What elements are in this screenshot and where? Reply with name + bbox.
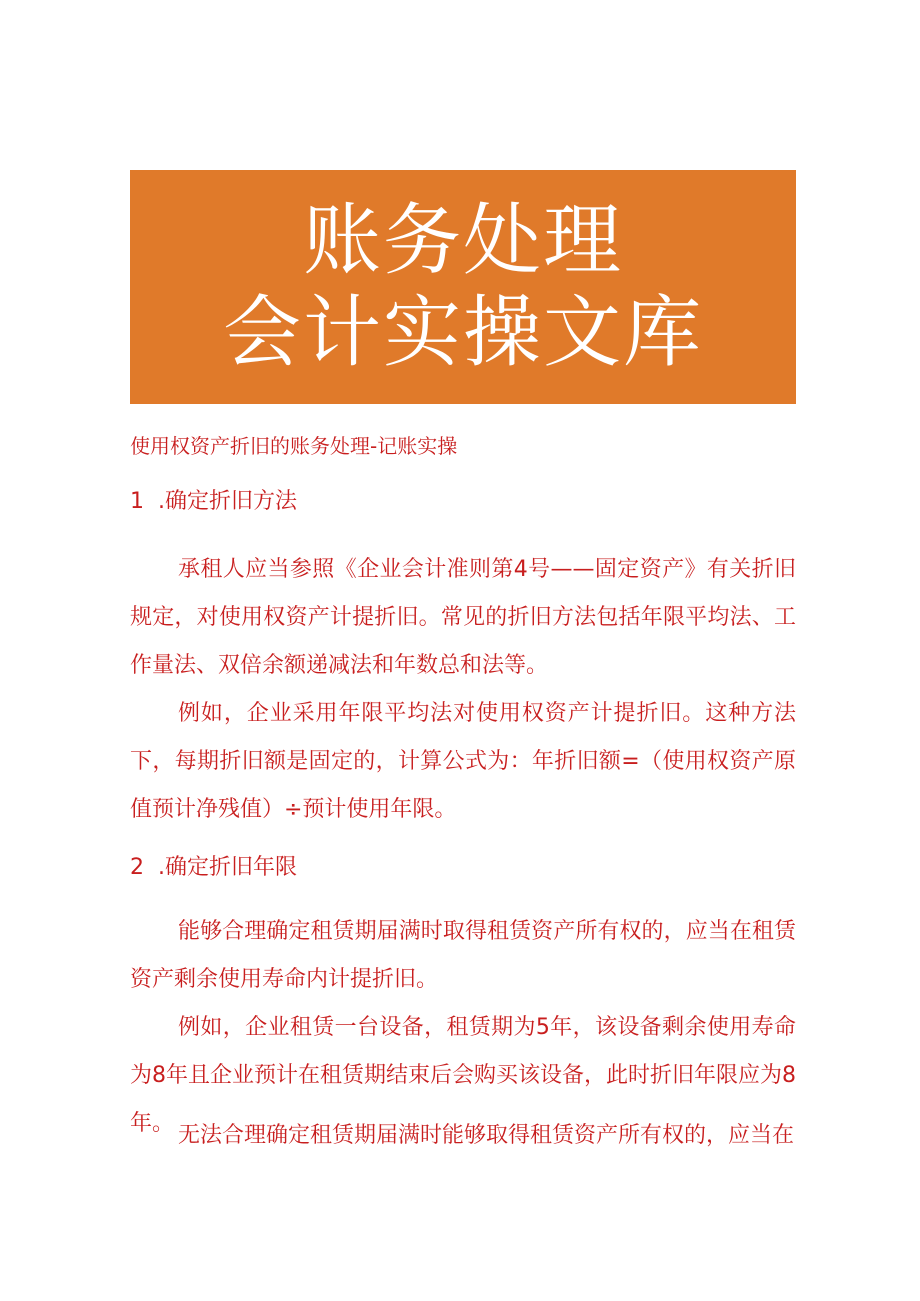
section-1-title: .确定折旧方法 <box>158 489 297 514</box>
document-title: 使用权资产折旧的账务处理-记账实操 <box>130 434 458 458</box>
section-2-paragraph-3: 无法合理确定租赁期届满时能够取得租赁资产所有权的，应当在 <box>178 1123 795 1148</box>
section-2-number: 2 <box>130 855 144 880</box>
banner-title-line-1: 账务处理 <box>302 196 623 286</box>
section-1-heading <box>130 484 297 515</box>
section-2-paragraph-2: 例如，企业租赁一台设备，租赁期为5年，该设备剩余使用寿命为8年且企业预计在租赁期结束后会购买该设备，此时折旧年限应为8年。 <box>130 1015 796 1136</box>
section-2-title: .确定折旧年限 <box>158 855 297 880</box>
section-1-number: 1 <box>130 489 144 514</box>
section-2-paragraph-1: 能够合理确定租赁期届满时取得租赁资产所有权的，应当在租赁资产剩余使用寿命内计提折旧。 <box>130 919 796 992</box>
title-banner <box>130 170 796 404</box>
banner-title-line-2: 会计实操文库 <box>222 288 703 378</box>
section-1-paragraph-1: 承租人应当参照《企业会计准则第4号——固定资产》有关折旧规定，对使用权资产计提折旧。常见的折旧方法包括年限平均法、工作量法、双倍余额递减法和年数总和法等。 <box>130 557 796 678</box>
section-2-heading <box>130 850 297 881</box>
section-1-paragraph-2: 例如，企业采用年限平均法对使用权资产计提折旧。这种方法下，每期折旧额是固定的，计算公式为：年折旧额=（使用权资产原值预计净残值）÷预计使用年限。 <box>130 701 796 822</box>
